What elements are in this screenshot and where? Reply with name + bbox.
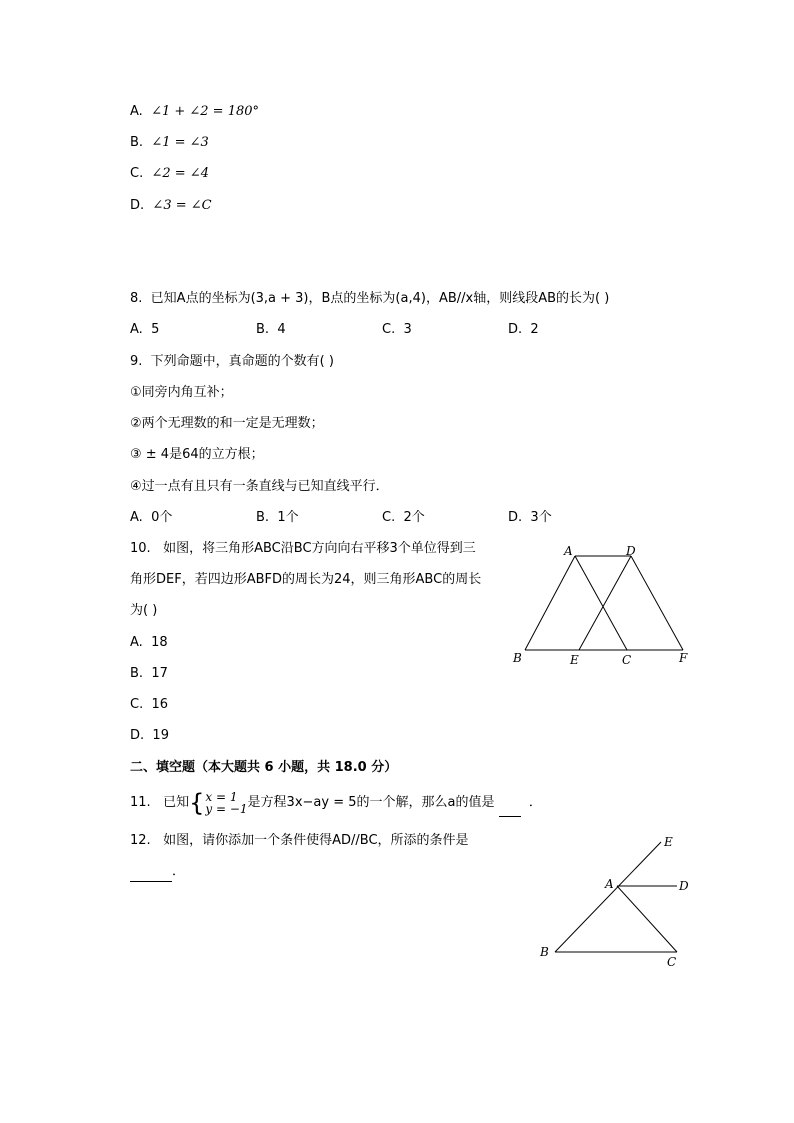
answer-blank[interactable] [499, 790, 521, 817]
option-label: B. [256, 322, 270, 337]
option-text: 0个 [151, 510, 173, 525]
question-number: 9. [130, 354, 143, 369]
answer-blank[interactable] [130, 863, 172, 882]
option-text: 2个 [403, 510, 425, 525]
section-heading: 二、填空题（本大题共 6 小题，共 18.0 分） [130, 760, 398, 775]
option-label: D. [130, 728, 145, 743]
label-d: D [679, 879, 689, 893]
label-f: F [679, 651, 688, 665]
label-d: D [626, 544, 636, 558]
option-label: A. [130, 104, 143, 119]
option-label: B. [130, 666, 144, 681]
option-label: C. [382, 322, 396, 337]
question-number: 12. [130, 833, 151, 848]
q9-option-b [256, 509, 299, 527]
option-text: ∠3 = ∠C [152, 198, 212, 213]
segment-ac [617, 886, 677, 952]
q10-option-c [130, 696, 168, 714]
segment-de [579, 556, 631, 650]
label-b: B [540, 945, 549, 959]
option-label: C. [130, 166, 144, 181]
q9-stem [130, 353, 334, 371]
option-text: 16 [151, 697, 169, 712]
label-a: A [564, 544, 573, 558]
question-text: 如图，请你添加一个条件使得AD//BC，所添的条件是 [163, 833, 469, 848]
q10-option-d [130, 727, 169, 745]
q10-option-a [130, 634, 168, 652]
q8-option-c [382, 321, 412, 339]
option-label: A. [130, 322, 143, 337]
label-a: A [605, 877, 614, 891]
q8-option-a [130, 321, 159, 339]
equation-system [205, 791, 247, 815]
segment-df [631, 556, 683, 650]
label-e: E [570, 653, 579, 667]
q12-stem [130, 832, 469, 850]
option-text: 4 [277, 322, 286, 337]
segment-ab [525, 556, 575, 650]
option-label: D. [130, 198, 145, 213]
option-text: ∠2 = ∠4 [151, 166, 209, 181]
equation-1: x = 1 [205, 789, 238, 804]
q11-stem [130, 790, 542, 817]
label-b: B [513, 651, 522, 665]
q8-stem [130, 290, 609, 308]
option-label: D. [508, 322, 523, 337]
q9-item-2: ②两个无理数的和一定是无理数； [130, 416, 324, 431]
option-text: 1个 [277, 510, 299, 525]
option-text: ∠1 = ∠3 [151, 135, 209, 150]
q7-option-a [130, 103, 259, 121]
brace-icon: { [189, 788, 205, 817]
option-text: 3 [403, 322, 412, 337]
question-text-post: 是方程3x−ay = 5的一个解，那么a的值是 [247, 795, 495, 810]
q12-parallel-figure [535, 830, 705, 970]
option-text: 3个 [530, 510, 552, 525]
option-text: ∠1 + ∠2 = 180° [151, 104, 260, 119]
q10-stem-line-3: 为( ) [130, 603, 158, 618]
question-end: ． [528, 795, 542, 810]
question-text: 如图，将三角形ABC沿BC方向向右平移3个单位得到三 [163, 541, 476, 556]
q7-option-d [130, 197, 212, 215]
q7-option-c [130, 165, 209, 183]
option-text: 2 [530, 322, 539, 337]
equation-2: y = −1 [205, 801, 248, 816]
q8-option-d [508, 321, 539, 339]
q9-option-a [130, 509, 172, 527]
label-c: C [622, 653, 632, 667]
option-text: 5 [151, 322, 160, 337]
q9-item-1: ①同旁内角互补； [130, 385, 233, 400]
label-e: E [664, 835, 673, 849]
q10-stem-line-2: 角形DEF，若四边形ABFD的周长为24，则三角形ABC的周长 [130, 572, 482, 587]
option-text: 17 [151, 666, 168, 681]
option-label: D. [508, 510, 523, 525]
option-label: C. [130, 697, 144, 712]
q7-option-b [130, 134, 209, 152]
option-text: 19 [152, 728, 169, 743]
question-end: ． [172, 864, 186, 879]
question-text: 已知A点的坐标为(3,a + 3)，B点的坐标为(a,4)，AB//x轴，则线段AB的长为( ) [150, 291, 610, 306]
option-label: B. [256, 510, 270, 525]
q9-item-3: ③ ± 4是64的立方根； [130, 447, 264, 462]
q10-translation-figure [505, 540, 705, 670]
question-text: 下列命题中，真命题的个数有( ) [150, 354, 334, 369]
question-number: 11. [130, 795, 151, 810]
question-number: 8. [130, 291, 143, 306]
label-c: C [667, 955, 677, 969]
segment-ac [575, 556, 627, 650]
option-label: A. [130, 635, 143, 650]
q9-option-d [508, 509, 552, 527]
option-text: 18 [151, 635, 168, 650]
ray-ae [555, 842, 661, 952]
option-label: B. [130, 135, 144, 150]
option-label: A. [130, 510, 143, 525]
q12-answer-line [130, 863, 185, 882]
option-label: C. [382, 510, 396, 525]
q8-option-b [256, 321, 286, 339]
q10-option-b [130, 665, 168, 683]
question-number: 10. [130, 541, 151, 556]
q9-option-c [382, 509, 425, 527]
q10-stem-line-1 [130, 540, 476, 558]
question-text-pre: 已知 [163, 795, 190, 810]
q9-item-4: ④过一点有且只有一条直线与已知直线平行． [130, 479, 389, 494]
